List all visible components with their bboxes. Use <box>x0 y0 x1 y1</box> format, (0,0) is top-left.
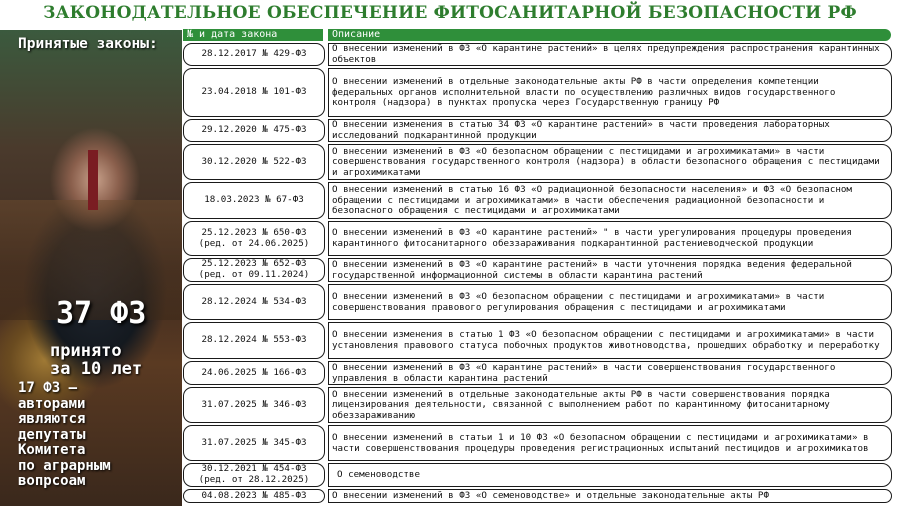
law-date: 30.12.2021 № 454-ФЗ (ред. от 28.12.2025) <box>183 463 325 487</box>
law-date: 28.12.2024 № 534-ФЗ <box>183 284 325 320</box>
photo-panel <box>0 30 182 506</box>
law-description: О внесении изменения в статью 34 ФЗ «О карантине растений» в части проведения лабораторных исследований подкарантинной продукции <box>328 119 892 142</box>
law-date: 29.12.2020 № 475-ФЗ <box>183 119 325 142</box>
law-description: О внесении изменения в статью 1 ФЗ «О безопасном обращении с пестицидами и агрохимикатами» в части установления правового статуса побочных продуктов животноводства, прошедших обработку и переработку <box>328 322 892 359</box>
law-description: О внесении изменений в ФЗ «О карантине растений» в части уточнения порядка ведения федеральной государственной информационной системы в области карантина растений <box>328 258 892 282</box>
law-date: 25.12.2023 № 650-ФЗ (ред. от 24.06.2025) <box>183 221 325 256</box>
law-description: О внесении изменений в статьи 1 и 10 ФЗ «О безопасном обращении с пестицидами и агрохимикатами» в части совершенствования процедуры проведения регистрационных испытаний пестицидов и агрохимикатов <box>328 425 892 461</box>
law-date: 28.12.2017 № 429-ФЗ <box>183 43 325 66</box>
law-description: О внесении изменений в ФЗ «О карантине растений» в части совершенствования государственного управления в области карантина растений <box>328 361 892 385</box>
photo-speaker <box>88 150 98 210</box>
header-description: Описание <box>328 29 891 41</box>
laws-count-caption: принято за 10 лет <box>50 341 143 379</box>
law-date: 30.12.2020 № 522-ФЗ <box>183 144 325 180</box>
authors-note: 17 ФЗ – авторами являются депутаты Комитета по аграрным вопрсоам <box>18 380 111 489</box>
law-date: 31.07.2025 № 345-ФЗ <box>183 425 325 461</box>
law-date: 23.04.2018 № 101-ФЗ <box>183 68 325 117</box>
law-date: 04.08.2023 № 485-ФЗ <box>183 489 325 503</box>
law-date: 18.03.2023 № 67-ФЗ <box>183 182 325 219</box>
law-description: О внесении изменений в отдельные законодательные акты РФ в части совершенствования порядка лицензирования деятельности, связанной с выполнением работ по карантинному фитосанитарному обеззараживанию <box>328 387 892 423</box>
law-description: О семеноводстве <box>328 463 892 487</box>
law-description: О внесении изменений в отдельные законодательные акты РФ в части определения компетенции федеральных органов исполнительной власти по осуществлению различных видов государственного контроля (надзора) в пунктах пропуска через Государственную границу РФ <box>328 68 892 117</box>
laws-count: 37 ФЗ <box>56 296 147 331</box>
law-description: О внесении изменений в ФЗ «О карантине растений» в целях предупреждения распространения карантинных объектов <box>328 43 892 66</box>
header-date: № и дата закона <box>183 29 323 41</box>
law-date: 31.07.2025 № 346-ФЗ <box>183 387 325 423</box>
accepted-laws-label: Принятые законы: <box>18 36 158 52</box>
law-description: О внесении изменений в ФЗ «О безопасном обращении с пестицидами и агрохимикатами» в части совершенствования правового регулирования обращения с пестицидами и агрохимикатами <box>328 284 892 320</box>
law-date: 25.12.2023 № 652-ФЗ (ред. от 09.11.2024) <box>183 258 325 282</box>
page-title: ЗАКОНОДАТЕЛЬНОЕ ОБЕСПЕЧЕНИЕ ФИТОСАНИТАРНОЙ БЕЗОПАСНОСТИ РФ <box>43 3 857 23</box>
law-description: О внесении изменений в ФЗ «О карантине растений» " в части урегулирования процедуры проведения карантинного фитосанитарного обеззараживания подкарантинной растениеводческой продукции <box>328 221 892 256</box>
law-description: О внесении изменений в статью 16 ФЗ «О радиационной безопасности населения» и ФЗ «О безопасном обращении с пестицидами и агрохимикатами» в части обеспечения радиационной безопасности и безопасного обращения с пестицидами и агрохимикатами <box>328 182 892 219</box>
law-description: О внесении изменений в ФЗ «О семеноводстве» и отдельные законодательные акты РФ <box>328 489 892 503</box>
law-date: 24.06.2025 № 166-ФЗ <box>183 361 325 385</box>
law-description: О внесении изменений в ФЗ «О безопасном обращении с пестицидами и агрохимикатами» в части совершенствования государственного контроля (надзора) в области безопасного обращения с пестицидами и агрохимикатами <box>328 144 892 180</box>
law-date: 28.12.2024 № 553-ФЗ <box>183 322 325 359</box>
